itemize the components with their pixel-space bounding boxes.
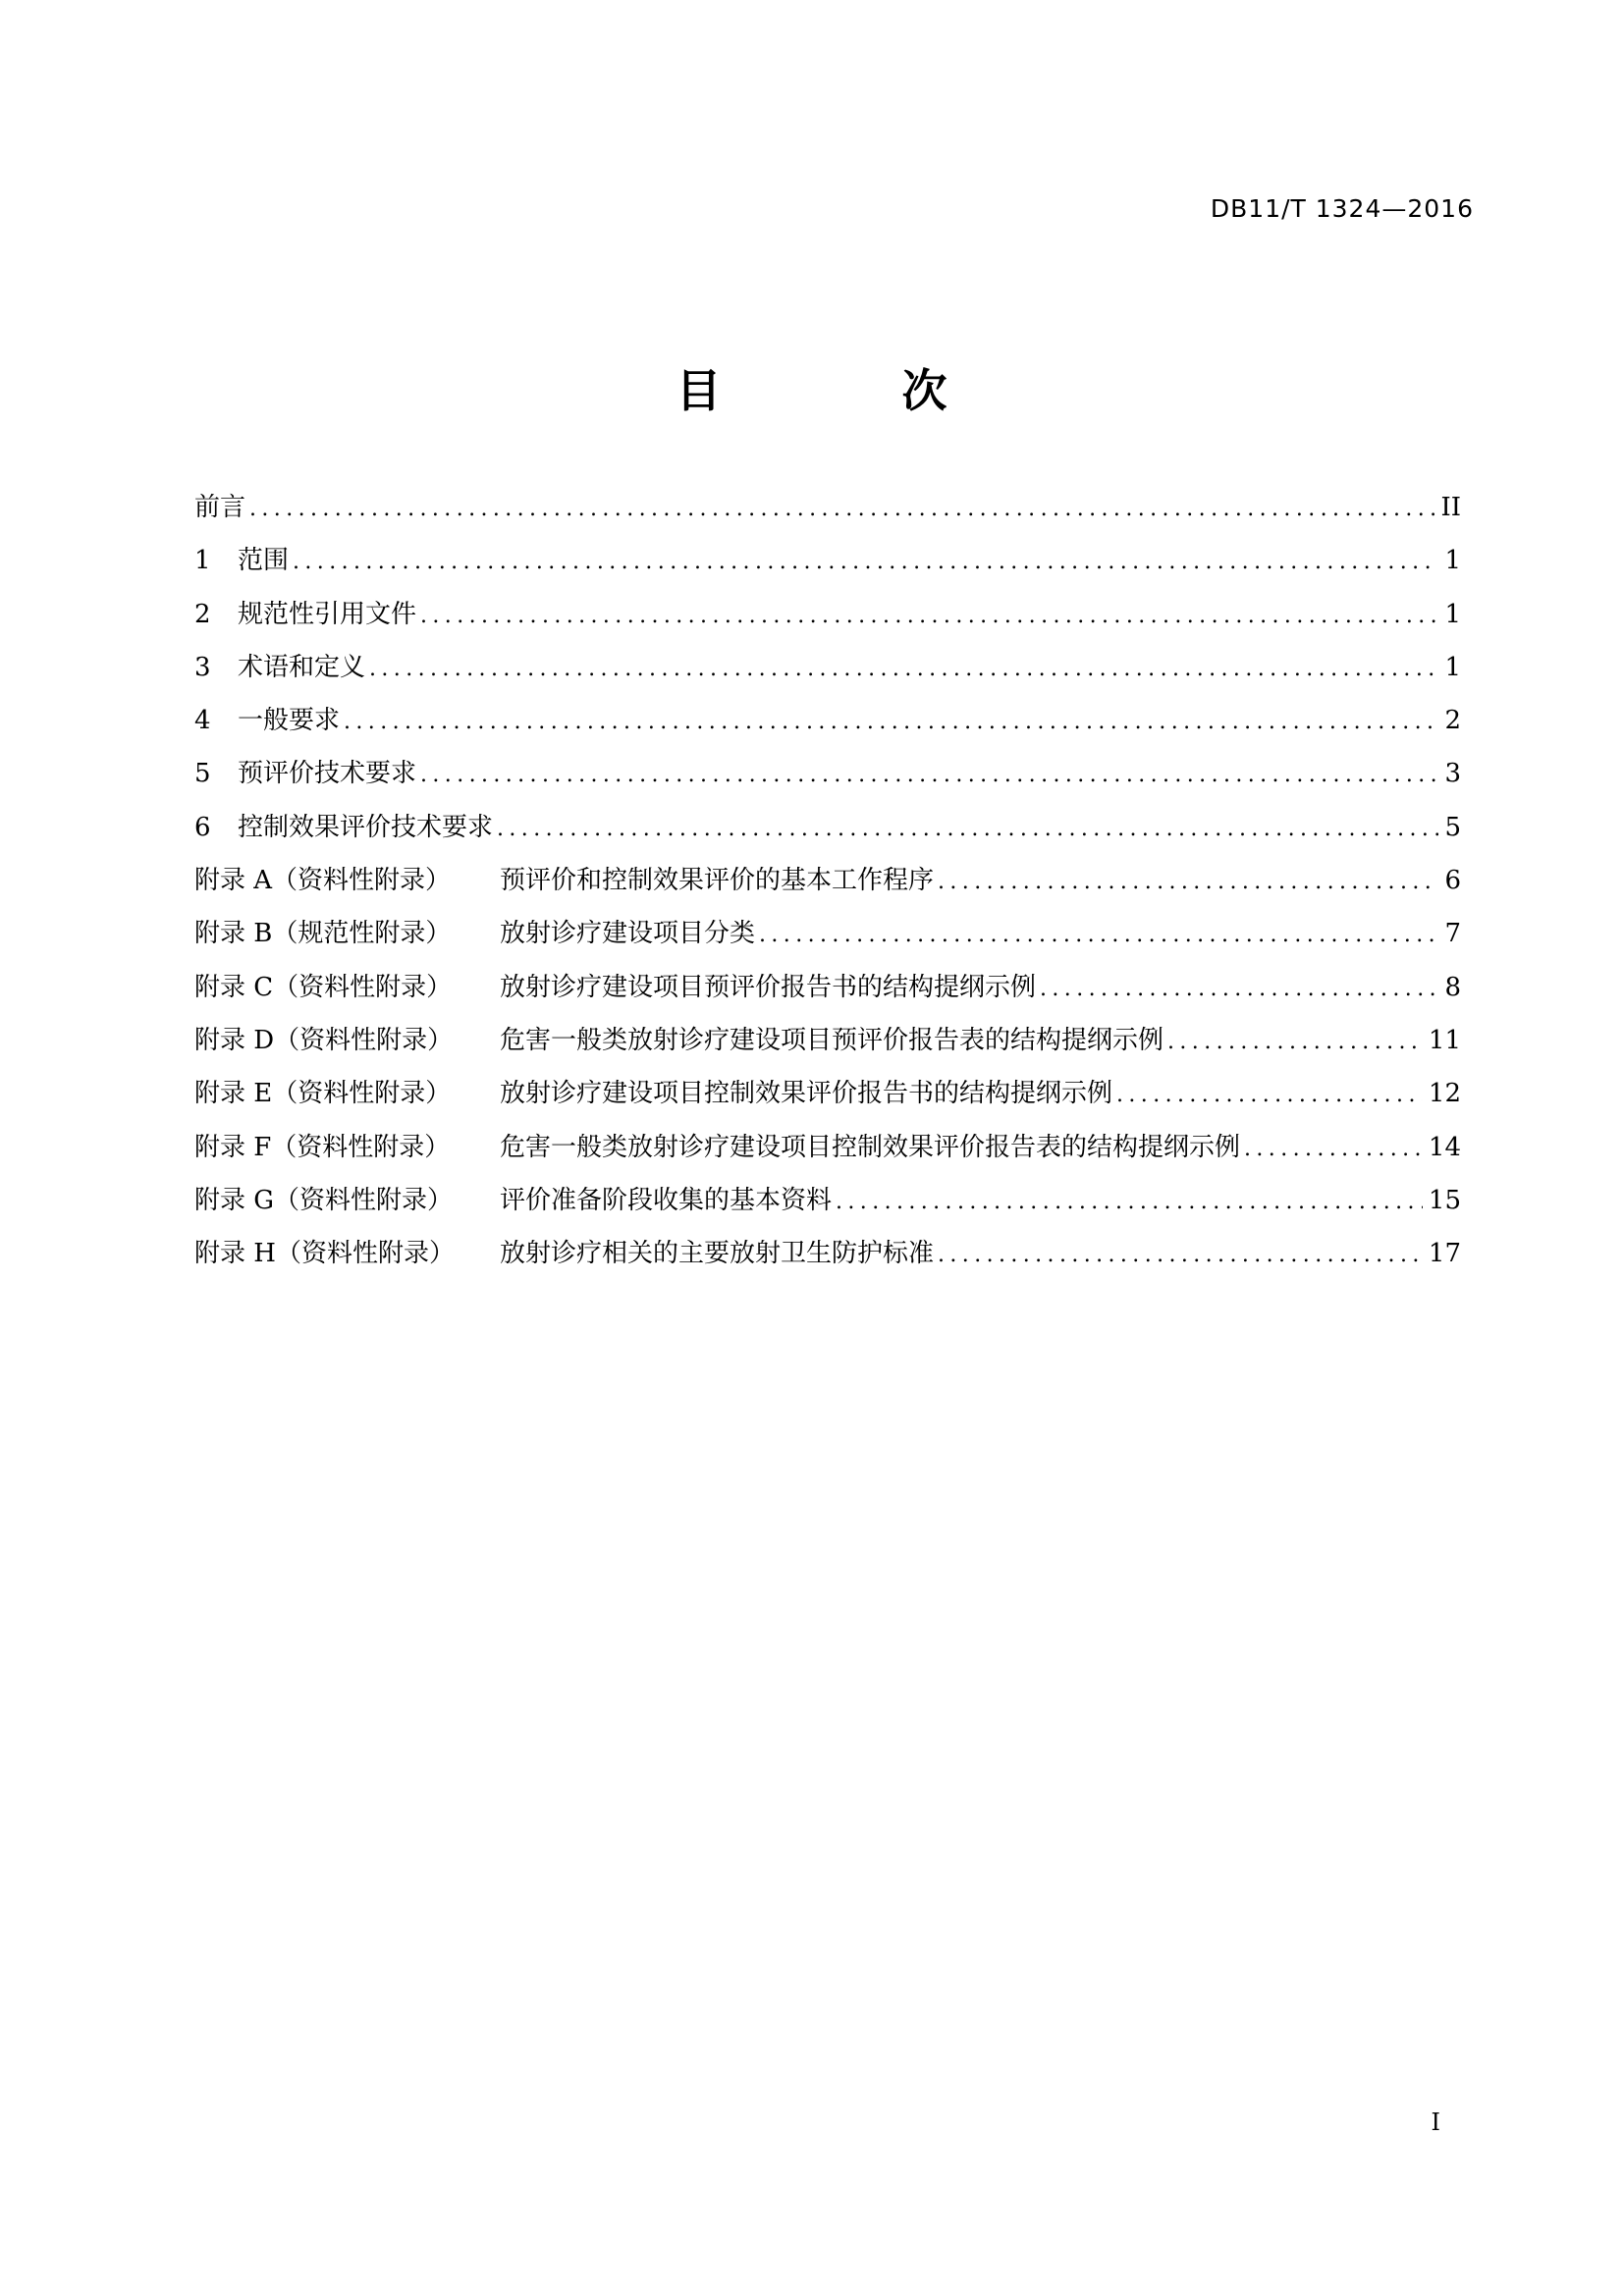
toc-entry-appendix-prefix: 附录 B（规范性附录）: [194, 919, 452, 949]
toc-entry[interactable]: [194, 807, 1461, 860]
toc-entry[interactable]: [194, 487, 1461, 540]
toc-entry[interactable]: [194, 594, 1461, 647]
toc-dot-leader: [1167, 1030, 1423, 1054]
toc-entry-number: 5: [194, 759, 211, 789]
toc-entry-page: 1: [1444, 546, 1461, 576]
toc-entry[interactable]: [194, 753, 1461, 806]
toc-entry-label: 预评价和控制效果评价的基本工作程序: [500, 866, 935, 896]
toc-entry-label: 危害一般类放射诊疗建设项目控制效果评价报告表的结构提纲示例: [500, 1132, 1241, 1162]
toc-entry-page: 1: [1444, 652, 1461, 682]
toc-entry[interactable]: [194, 540, 1461, 593]
toc-entry[interactable]: [194, 860, 1461, 913]
toc-dot-leader: [836, 1190, 1423, 1214]
toc-dot-leader: [1244, 1137, 1423, 1161]
toc-entry-label: 危害一般类放射诊疗建设项目预评价报告表的结构提纲示例: [500, 1025, 1164, 1055]
toc-dot-leader: [938, 870, 1438, 894]
toc-entry-number: 4: [194, 706, 211, 736]
page-number: I: [1431, 2109, 1440, 2136]
page-title: 目 次: [676, 364, 1030, 417]
toc-entry-label: 预评价技术要求: [238, 759, 417, 789]
toc-entry-label: 术语和定义: [238, 652, 366, 682]
toc-dot-leader: [344, 710, 1438, 734]
toc-entry[interactable]: [194, 1233, 1461, 1286]
toc-entry-label: 控制效果评价技术要求: [238, 812, 494, 842]
toc-entry-page: II: [1440, 493, 1461, 522]
toc-entry[interactable]: [194, 700, 1461, 753]
toc-entry-label: 放射诊疗建设项目控制效果评价报告书的结构提纲示例: [500, 1079, 1113, 1109]
toc-entry[interactable]: [194, 1180, 1461, 1233]
toc-entry-label: 放射诊疗建设项目分类: [500, 919, 756, 949]
toc-entry-page: 7: [1444, 919, 1461, 949]
toc-entry-appendix-prefix: 附录 D（资料性附录）: [194, 1025, 454, 1055]
toc-entry-appendix-prefix: 附录 C（资料性附录）: [194, 972, 453, 1002]
toc-entry[interactable]: [194, 967, 1461, 1020]
toc-entry-label: 一般要求: [238, 706, 341, 736]
toc-dot-leader: [1116, 1083, 1423, 1107]
standard-code: DB11/T 1324—2016: [1210, 194, 1474, 223]
table-of-contents: [194, 487, 1461, 1286]
toc-dot-leader: [497, 817, 1438, 841]
toc-entry-number: 6: [194, 812, 211, 842]
toc-entry-page: 14: [1428, 1132, 1461, 1162]
toc-entry-page: 2: [1444, 706, 1461, 736]
toc-entry-page: 5: [1444, 812, 1461, 842]
toc-entry-page: 1: [1444, 599, 1461, 629]
toc-dot-leader: [938, 1243, 1423, 1267]
toc-entry-page: 15: [1428, 1185, 1461, 1215]
toc-entry-appendix-prefix: 附录 A（资料性附录）: [194, 866, 452, 896]
toc-dot-leader: [420, 604, 1438, 628]
toc-entry-number: 2: [194, 599, 211, 629]
toc-entry-page: 12: [1428, 1079, 1461, 1109]
toc-entry-page: 17: [1428, 1239, 1461, 1269]
toc-entry-appendix-prefix: 附录 F（资料性附录）: [194, 1132, 451, 1162]
toc-dot-leader: [293, 550, 1438, 574]
toc-entry-page: 8: [1444, 972, 1461, 1002]
toc-entry-label: 评价准备阶段收集的基本资料: [500, 1185, 833, 1215]
toc-entry-page: 3: [1444, 759, 1461, 789]
toc-entry-appendix-prefix: 附录 G（资料性附录）: [194, 1185, 454, 1215]
toc-entry[interactable]: [194, 647, 1461, 700]
toc-entry[interactable]: [194, 1073, 1461, 1126]
toc-entry-appendix-prefix: 附录 H（资料性附录）: [194, 1239, 455, 1269]
toc-entry-page: 6: [1444, 866, 1461, 896]
toc-entry-label: 放射诊疗相关的主要放射卫生防护标准: [500, 1239, 935, 1269]
toc-entry-label: 规范性引用文件: [238, 599, 417, 629]
toc-entry[interactable]: [194, 913, 1461, 966]
toc-dot-leader: [369, 657, 1438, 681]
toc-entry[interactable]: [194, 1127, 1461, 1180]
toc-entry[interactable]: [194, 1020, 1461, 1073]
toc-entry-label: 范围: [238, 546, 290, 576]
toc-entry-label: 放射诊疗建设项目预评价报告书的结构提纲示例: [500, 972, 1037, 1002]
toc-entry-number: 1: [194, 546, 211, 576]
toc-entry-appendix-prefix: 附录 E（资料性附录）: [194, 1079, 452, 1109]
toc-dot-leader: [420, 763, 1438, 787]
toc-entry-label: 前言: [194, 493, 246, 522]
toc-dot-leader: [759, 923, 1438, 947]
toc-dot-leader: [249, 497, 1434, 521]
toc-dot-leader: [1040, 977, 1438, 1001]
toc-entry-page: 11: [1428, 1025, 1461, 1055]
toc-entry-number: 3: [194, 652, 211, 682]
